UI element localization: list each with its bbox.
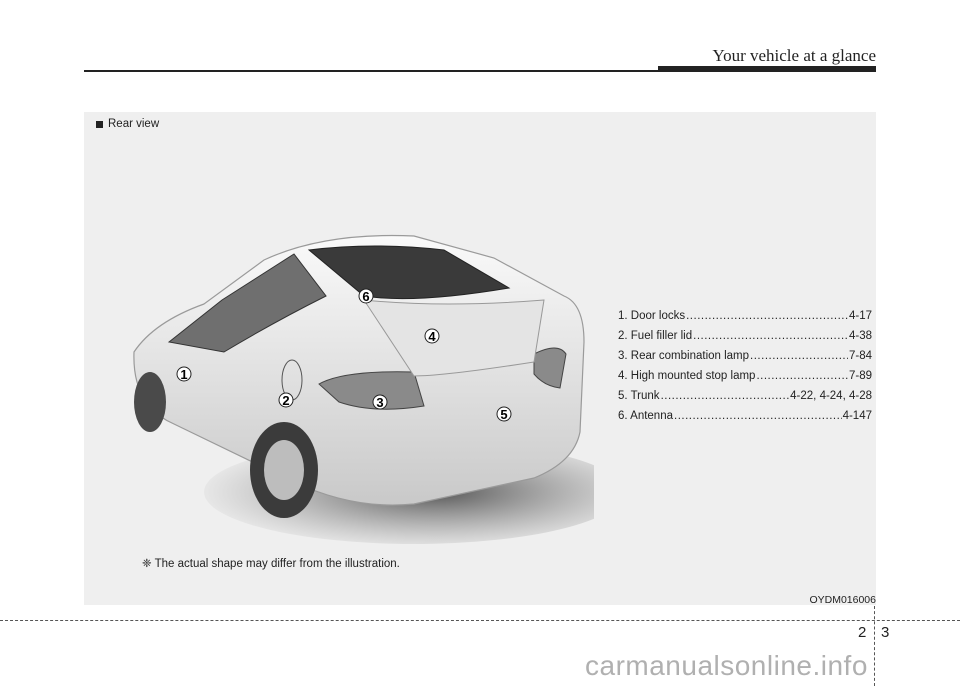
chapter-number: 2 [858,624,867,641]
callout-item: 6. Antenna ..... 4-147 [618,410,872,430]
callout-item: 1. Door locks ..... 4-17 [618,310,872,330]
section-label [96,118,159,130]
rear-wheel-rim [264,440,304,500]
watermark: carmanualsonline.info [585,650,868,681]
square-bullet-icon [96,121,103,128]
car-rear-illustration [114,192,594,572]
figure-code: OYDM016006 [809,594,876,606]
callout-list [618,310,872,430]
header-rule-accent [658,66,876,71]
callout-item: 3. Rear combination lamp ..... 7-84 [618,350,872,370]
header-title: Your vehicle at a glance [712,46,876,65]
page-number: 3 [881,624,890,641]
callout-item: 4. High mounted stop lamp ..... 7-89 [618,370,872,390]
svg-text:4: 4 [428,329,436,344]
illustration-note: ❈ The actual shape may differ from the illustration. [142,558,400,570]
figure-panel [84,112,876,605]
svg-text:2: 2 [282,393,290,408]
svg-text:5: 5 [500,407,508,422]
section-label-text: Rear view [108,118,160,130]
svg-text:6: 6 [362,289,370,304]
footer-dashed-divider [874,606,875,686]
svg-text:3: 3 [376,395,384,410]
callout-item: 2. Fuel filler lid ..... 4-38 [618,330,872,350]
footer-dashed-rule [0,620,960,621]
front-wheel [134,372,166,432]
callout-item: 5. Trunk ..... 4-22, 4-24, 4-28 [618,390,872,410]
svg-text:1: 1 [180,367,188,382]
